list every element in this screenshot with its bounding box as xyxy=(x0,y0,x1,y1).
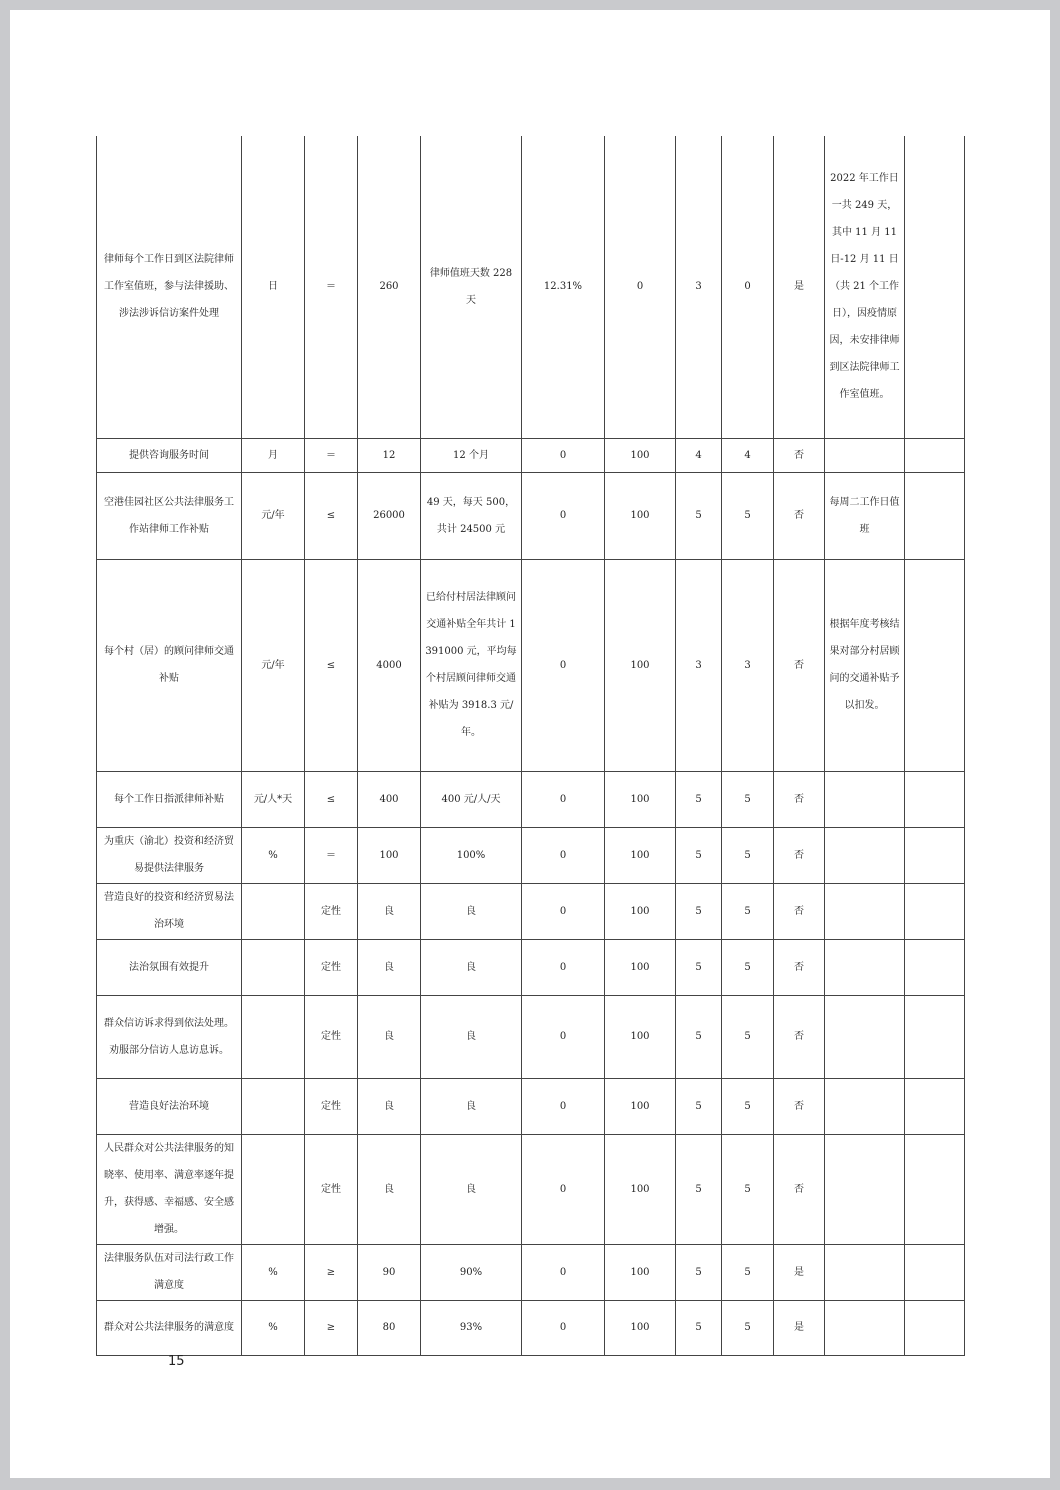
symbol-cell: ＝ xyxy=(305,827,358,883)
value-cell: 3 xyxy=(722,559,774,771)
value-cell: 5 xyxy=(722,1134,774,1244)
unit-cell: 元/年 xyxy=(242,559,305,771)
extra-cell xyxy=(905,438,965,472)
symbol-cell: ≥ xyxy=(305,1244,358,1300)
indicator-cell: 每个村（居）的顾问律师交通补贴 xyxy=(97,559,242,771)
symbol-cell: ＝ xyxy=(305,136,358,438)
value-cell: 3 xyxy=(676,559,722,771)
symbol-cell: ≤ xyxy=(305,472,358,559)
target-value-cell: 12 xyxy=(358,438,421,472)
value-cell: 5 xyxy=(676,771,722,827)
remark-cell xyxy=(825,438,905,472)
value-cell: 5 xyxy=(722,995,774,1078)
symbol-cell: ≤ xyxy=(305,559,358,771)
extra-cell xyxy=(905,827,965,883)
actual-value-cell: 已给付村居法律顾问交通补贴全年共计 1391000 元，平均每个村居顾问律师交通补贴为 3918.3 元/年。 xyxy=(421,559,522,771)
actual-value-cell: 12 个月 xyxy=(421,438,522,472)
remark-cell: 每周二工作日值班 xyxy=(825,472,905,559)
target-value-cell: 良 xyxy=(358,883,421,939)
actual-value-cell: 93% xyxy=(421,1300,522,1355)
unit-cell xyxy=(242,995,305,1078)
value-cell: 5 xyxy=(676,883,722,939)
value-cell: 0 xyxy=(605,136,676,438)
remark-cell xyxy=(825,827,905,883)
unit-cell: 元/年 xyxy=(242,472,305,559)
flag-cell: 否 xyxy=(774,939,825,995)
table-row xyxy=(97,1300,965,1355)
value-cell: 5 xyxy=(722,827,774,883)
extra-cell xyxy=(905,1134,965,1244)
deviation-cell: 0 xyxy=(522,1078,605,1134)
target-value-cell: 4000 xyxy=(358,559,421,771)
remark-cell: 根据年度考核结果对部分村居顾问的交通补贴予以扣发。 xyxy=(825,559,905,771)
value-cell: 5 xyxy=(722,939,774,995)
document-page xyxy=(10,10,1050,1478)
deviation-cell: 0 xyxy=(522,827,605,883)
symbol-cell: 定性 xyxy=(305,995,358,1078)
extra-cell xyxy=(905,1300,965,1355)
table-row xyxy=(97,472,965,559)
value-cell: 5 xyxy=(722,883,774,939)
indicator-cell: 人民群众对公共法律服务的知晓率、使用率、满意率逐年提升，获得感、幸福感、安全感增强。 xyxy=(97,1134,242,1244)
flag-cell: 否 xyxy=(774,995,825,1078)
table-row xyxy=(97,939,965,995)
extra-cell xyxy=(905,559,965,771)
value-cell: 5 xyxy=(676,995,722,1078)
actual-value-cell: 49 天，每天 500，共计 24500 元 xyxy=(421,472,522,559)
indicator-cell: 法律服务队伍对司法行政工作满意度 xyxy=(97,1244,242,1300)
unit-cell: 日 xyxy=(242,136,305,438)
deviation-cell: 0 xyxy=(522,1300,605,1355)
symbol-cell: 定性 xyxy=(305,1134,358,1244)
extra-cell xyxy=(905,472,965,559)
extra-cell xyxy=(905,1078,965,1134)
target-value-cell: 100 xyxy=(358,827,421,883)
table-row xyxy=(97,883,965,939)
table-row xyxy=(97,1244,965,1300)
remark-cell xyxy=(825,1244,905,1300)
target-value-cell: 26000 xyxy=(358,472,421,559)
remark-cell xyxy=(825,883,905,939)
remark-cell xyxy=(825,995,905,1078)
deviation-cell: 0 xyxy=(522,995,605,1078)
value-cell: 100 xyxy=(605,438,676,472)
target-value-cell: 良 xyxy=(358,939,421,995)
indicator-cell: 营造良好的投资和经济贸易法治环境 xyxy=(97,883,242,939)
value-cell: 4 xyxy=(676,438,722,472)
target-value-cell: 良 xyxy=(358,1134,421,1244)
actual-value-cell: 100% xyxy=(421,827,522,883)
symbol-cell: 定性 xyxy=(305,939,358,995)
target-value-cell: 400 xyxy=(358,771,421,827)
table-row xyxy=(97,827,965,883)
value-cell: 5 xyxy=(676,1134,722,1244)
value-cell: 100 xyxy=(605,1078,676,1134)
value-cell: 100 xyxy=(605,1300,676,1355)
actual-value-cell: 400 元/人/天 xyxy=(421,771,522,827)
deviation-cell: 0 xyxy=(522,771,605,827)
table-row xyxy=(97,136,965,438)
remark-cell: 2022 年工作日一共 249 天，其中 11 月 11 日-12 月 11 日（共 21 个工作日），因疫情原因，未安排律师到区法院律师工作室值班。 xyxy=(825,136,905,438)
extra-cell xyxy=(905,883,965,939)
page-number: 15 xyxy=(168,1354,185,1369)
flag-cell: 否 xyxy=(774,1134,825,1244)
deviation-cell: 0 xyxy=(522,438,605,472)
unit-cell xyxy=(242,1078,305,1134)
remark-cell xyxy=(825,939,905,995)
value-cell: 3 xyxy=(676,136,722,438)
value-cell: 5 xyxy=(676,472,722,559)
value-cell: 4 xyxy=(722,438,774,472)
deviation-cell: 0 xyxy=(522,559,605,771)
value-cell: 5 xyxy=(676,1300,722,1355)
actual-value-cell: 良 xyxy=(421,1078,522,1134)
table-row xyxy=(97,1134,965,1244)
value-cell: 100 xyxy=(605,472,676,559)
flag-cell: 是 xyxy=(774,1244,825,1300)
unit-cell: % xyxy=(242,1244,305,1300)
unit-cell: % xyxy=(242,827,305,883)
extra-cell xyxy=(905,136,965,438)
actual-value-cell: 良 xyxy=(421,883,522,939)
deviation-cell: 0 xyxy=(522,883,605,939)
value-cell: 100 xyxy=(605,995,676,1078)
symbol-cell: 定性 xyxy=(305,883,358,939)
remark-cell xyxy=(825,1078,905,1134)
indicator-cell: 律师每个工作日到区法院律师工作室值班，参与法律援助、涉法涉诉信访案件处理 xyxy=(97,136,242,438)
actual-value-cell: 律师值班天数 228 天 xyxy=(421,136,522,438)
value-cell: 5 xyxy=(676,1078,722,1134)
value-cell: 5 xyxy=(722,1300,774,1355)
indicator-cell: 群众信访诉求得到依法处理。劝服部分信访人息访息诉。 xyxy=(97,995,242,1078)
remark-cell xyxy=(825,1300,905,1355)
flag-cell: 是 xyxy=(774,1300,825,1355)
actual-value-cell: 90% xyxy=(421,1244,522,1300)
value-cell: 5 xyxy=(676,827,722,883)
symbol-cell: 定性 xyxy=(305,1078,358,1134)
indicator-cell: 法治氛围有效提升 xyxy=(97,939,242,995)
deviation-cell: 0 xyxy=(522,939,605,995)
extra-cell xyxy=(905,1244,965,1300)
table-row xyxy=(97,1078,965,1134)
indicator-cell: 每个工作日指派律师补贴 xyxy=(97,771,242,827)
flag-cell: 是 xyxy=(774,136,825,438)
deviation-cell: 0 xyxy=(522,1134,605,1244)
extra-cell xyxy=(905,771,965,827)
flag-cell: 否 xyxy=(774,883,825,939)
unit-cell xyxy=(242,939,305,995)
target-value-cell: 90 xyxy=(358,1244,421,1300)
indicator-cell: 空港佳园社区公共法律服务工作站律师工作补贴 xyxy=(97,472,242,559)
symbol-cell: ＝ xyxy=(305,438,358,472)
flag-cell: 否 xyxy=(774,438,825,472)
value-cell: 5 xyxy=(676,1244,722,1300)
actual-value-cell: 良 xyxy=(421,939,522,995)
value-cell: 0 xyxy=(722,136,774,438)
table-row xyxy=(97,995,965,1078)
target-value-cell: 260 xyxy=(358,136,421,438)
table-row xyxy=(97,438,965,472)
extra-cell xyxy=(905,939,965,995)
extra-cell xyxy=(905,995,965,1078)
performance-table xyxy=(96,136,965,1356)
remark-cell xyxy=(825,1134,905,1244)
actual-value-cell: 良 xyxy=(421,1134,522,1244)
target-value-cell: 良 xyxy=(358,995,421,1078)
remark-cell xyxy=(825,771,905,827)
value-cell: 100 xyxy=(605,559,676,771)
value-cell: 5 xyxy=(722,1078,774,1134)
unit-cell: 元/人*天 xyxy=(242,771,305,827)
symbol-cell: ≥ xyxy=(305,1300,358,1355)
flag-cell: 否 xyxy=(774,771,825,827)
value-cell: 100 xyxy=(605,771,676,827)
indicator-cell: 群众对公共法律服务的满意度 xyxy=(97,1300,242,1355)
unit-cell: % xyxy=(242,1300,305,1355)
indicator-cell: 营造良好法治环境 xyxy=(97,1078,242,1134)
value-cell: 100 xyxy=(605,1244,676,1300)
actual-value-cell: 良 xyxy=(421,995,522,1078)
value-cell: 100 xyxy=(605,883,676,939)
value-cell: 5 xyxy=(722,771,774,827)
value-cell: 100 xyxy=(605,827,676,883)
unit-cell: 月 xyxy=(242,438,305,472)
deviation-cell: 0 xyxy=(522,472,605,559)
symbol-cell: ≤ xyxy=(305,771,358,827)
value-cell: 5 xyxy=(722,472,774,559)
target-value-cell: 80 xyxy=(358,1300,421,1355)
flag-cell: 否 xyxy=(774,559,825,771)
value-cell: 100 xyxy=(605,939,676,995)
indicator-cell: 提供咨询服务时间 xyxy=(97,438,242,472)
unit-cell xyxy=(242,1134,305,1244)
target-value-cell: 良 xyxy=(358,1078,421,1134)
value-cell: 100 xyxy=(605,1134,676,1244)
flag-cell: 否 xyxy=(774,827,825,883)
flag-cell: 否 xyxy=(774,472,825,559)
flag-cell: 否 xyxy=(774,1078,825,1134)
deviation-cell: 12.31% xyxy=(522,136,605,438)
value-cell: 5 xyxy=(676,939,722,995)
deviation-cell: 0 xyxy=(522,1244,605,1300)
indicator-cell: 为重庆（渝北）投资和经济贸易提供法律服务 xyxy=(97,827,242,883)
table-row xyxy=(97,771,965,827)
table-row xyxy=(97,559,965,771)
unit-cell xyxy=(242,883,305,939)
value-cell: 5 xyxy=(722,1244,774,1300)
